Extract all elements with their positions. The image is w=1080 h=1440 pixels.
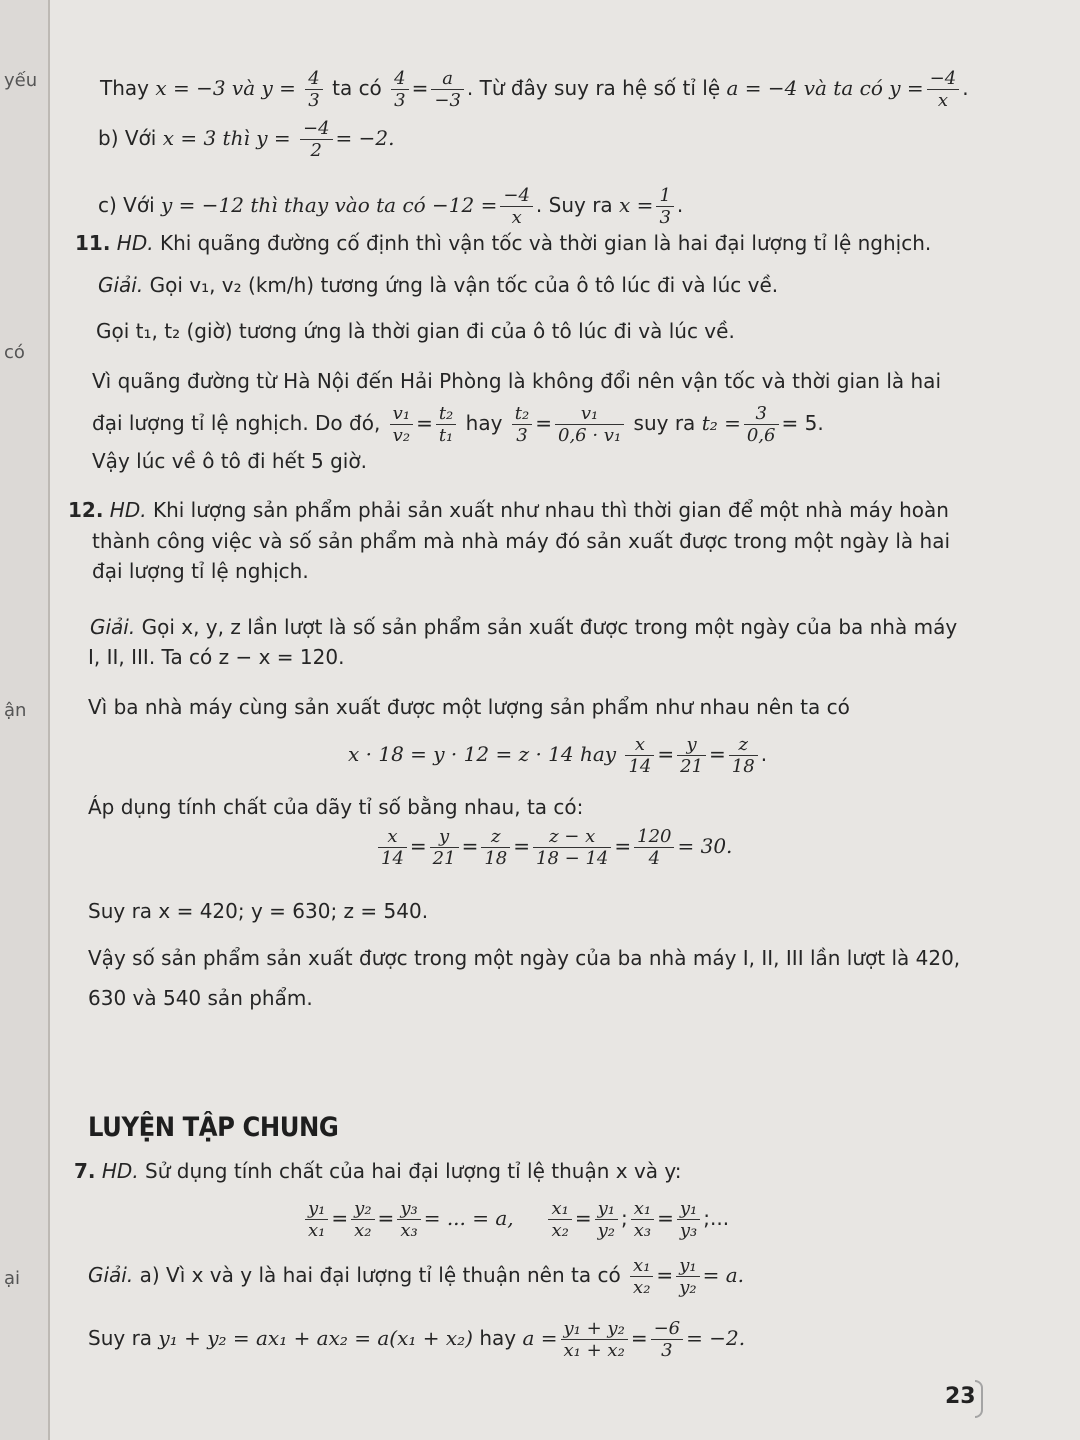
fraction: $\frac{y}{21}$: [677, 734, 706, 777]
fraction: $\frac{a}{-3}$: [431, 68, 464, 111]
fraction: $\frac{\text{y₁}}{\text{y₂}}$: [595, 1198, 618, 1241]
fraction: $\frac{\text{y₁}}{\text{y₃}}$: [677, 1198, 700, 1241]
page-number: 23: [945, 1384, 976, 1409]
problem-11-line: Vậy lúc về ô tô đi hết 5 giờ.: [92, 449, 367, 473]
fraction: $\frac{z}{18}$: [481, 826, 510, 869]
fraction: $\frac{\text{x₁}}{\text{x₂}}$: [548, 1198, 571, 1241]
problem-12-line: Vì ba nhà máy cùng sản xuất được một lượng sản phẩm như nhau nên ta có: [88, 695, 850, 719]
fraction: $\frac{\text{x₁}}{\text{x₂}}$: [630, 1255, 653, 1298]
fraction: $\frac{\text{t₂}}{\text{t₁}}$: [436, 403, 456, 446]
fraction: $\frac{120}{4}$: [634, 826, 674, 869]
fraction: $\frac{\text{y₃}}{\text{x₃}}$: [397, 1198, 420, 1241]
margin-note: ận: [4, 700, 27, 721]
fraction: $\frac{-4}{2}$: [300, 118, 333, 161]
fraction: $\frac{\text{v₁}}{\text{v₂}}$: [390, 403, 413, 446]
page-number-bracket: [975, 1380, 983, 1418]
fraction: $\frac{3}{0,6}$: [744, 403, 779, 446]
problem-12-line: Áp dụng tính chất của dãy tỉ số bằng nhau, ta có:: [88, 795, 584, 819]
problem-11-line: Giải. Gọi v₁, v₂ (km/h) tương ứng là vận tốc của ô tô lúc đi và lúc về.: [98, 273, 779, 297]
fraction: $\frac{-6}{3}$: [651, 1318, 684, 1361]
fraction: $\frac{x}{14}$: [378, 826, 407, 869]
line-c: c) Với y = −12 thì thay vào ta có −12 = $\frac{-4}{x}$ . Suy ra x = $\frac{1}{3}$ .: [98, 185, 684, 228]
fraction: $\frac{4}{3}$: [305, 68, 322, 111]
problem-12-line: I, II, III. Ta có z − x = 120.: [88, 645, 345, 669]
problem-12-line: đại lượng tỉ lệ nghịch.: [92, 559, 309, 583]
fraction: $\frac{\text{y₁}}{\text{y₂}}$: [676, 1255, 699, 1298]
problem-7-line: Giải. a) Vì x và y là hai đại lượng tỉ lệ thuận nên ta có $\frac{\text{x₁}}{\text{x₂}}$ = $\frac{\text{y₁}}{\text{y₂}}$ = a.: [88, 1255, 744, 1298]
fraction: $\frac{\text{v₁}}{\text{0,6 · v₁}}$: [555, 403, 624, 446]
fraction: $\frac{z - x}{18 - 14}$: [533, 826, 611, 869]
problem-12-line: Suy ra x = 420; y = 630; z = 540.: [88, 899, 429, 923]
fraction: $\frac{\text{y₂}}{\text{x₂}}$: [351, 1198, 374, 1241]
fraction: $\frac{z}{18}$: [729, 734, 758, 777]
fraction: $\frac{\text{x₁}}{\text{x₃}}$: [631, 1198, 654, 1241]
problem-11-line: Vì quãng đường từ Hà Nội đến Hải Phòng là không đổi nên vận tốc và thời gian là hai: [92, 369, 941, 393]
left-margin-strip: [0, 0, 50, 1440]
margin-note: yếu: [4, 70, 38, 91]
problem-12-heading: 12. HD. Khi lượng sản phẩm phải sản xuất như nhau thì thời gian để một nhà máy hoàn: [68, 498, 949, 522]
line-b: b) Với x = 3 thì y = $\frac{-4}{2}$ = −2.: [98, 118, 395, 161]
margin-note: có: [4, 342, 25, 363]
fraction: $\frac{\text{t₂}}{3}$: [512, 403, 532, 446]
margin-note: ại: [4, 1268, 21, 1289]
fraction: $\frac{\text{y₁ + y₂}}{\text{x₁ + x₂}}$: [561, 1318, 628, 1361]
problem-11-line: Gọi t₁, t₂ (giờ) tương ứng là thời gian đi của ô tô lúc đi và lúc về.: [96, 319, 735, 343]
equation: $\frac{x}{14}$ = $\frac{y}{21}$ = $\frac{z}{18}$ = $\frac{z - x}{18 - 14}$ = $\frac{120}{4}$ = 30.: [375, 826, 732, 869]
fraction: $\frac{-4}{x}$: [927, 68, 960, 111]
problem-12-line: 630 và 540 sản phẩm.: [88, 986, 313, 1010]
fraction: $\frac{x}{14}$: [625, 734, 654, 777]
fraction: $\frac{y}{21}$: [430, 826, 459, 869]
equation: x · 18 = y · 12 = z · 14 hay $\frac{x}{14}$ = $\frac{y}{21}$ = $\frac{z}{18}$ .: [348, 734, 768, 777]
problem-12-line: thành công việc và số sản phẩm mà nhà máy đó sản xuất được trong một ngày là hai: [92, 529, 951, 553]
equation: $\frac{\text{y₁}}{\text{x₁}}$ = $\frac{\text{y₂}}{\text{x₂}}$ = $\frac{\text{y₃}}{\text{x₃}}$ = ... = a, $\frac{\text{x₁}}{\text{x₂}}$ = $\frac{\text{y₁}}{\text{y₂}}$ ; $\frac{\text{x₁}}{\text{x₃}}$ = $\frac{\text{y₁}}{\text{y₃}}$ ;...: [302, 1198, 729, 1241]
section-heading: LUYỆN TẬP CHUNG: [88, 1112, 339, 1143]
problem-11-heading: 11. HD. Khi quãng đường cố định thì vận tốc và thời gian là hai đại lượng tỉ lệ nghịch.: [75, 231, 932, 255]
document-page: [50, 0, 1080, 1440]
fraction: $\frac{-4}{x}$: [500, 185, 533, 228]
line-thay: Thay x = −3 và y = $\frac{4}{3}$ ta có $\frac{4}{3}$ = $\frac{a}{-3}$ . Từ đây suy ra hệ số tỉ lệ a = −4 và ta có y = $\frac{-4}{x}$ .: [100, 68, 969, 111]
fraction: $\frac{\text{y₁}}{\text{x₁}}$: [305, 1198, 328, 1241]
fraction: $\frac{4}{3}$: [391, 68, 408, 111]
problem-11-line: đại lượng tỉ lệ nghịch. Do đó, $\frac{\text{v₁}}{\text{v₂}}$ = $\frac{\text{t₂}}{\text{t₁}}$ hay $\frac{\text{t₂}}{3}$ = $\frac{\text{v₁}}{\text{0,6 · v₁}}$ suy ra t₂ = $\frac{3}{0,6}$ = 5.: [92, 403, 824, 446]
fraction: $\frac{1}{3}$: [656, 185, 673, 228]
problem-12-line: Giải. Gọi x, y, z lần lượt là số sản phẩm sản xuất được trong một ngày của ba nhà máy: [90, 615, 958, 639]
problem-7-heading: 7. HD. Sử dụng tính chất của hai đại lượng tỉ lệ thuận x và y:: [74, 1159, 682, 1183]
problem-7-line: Suy ra y₁ + y₂ = ax₁ + ax₂ = a(x₁ + x₂) hay a = $\frac{\text{y₁ + y₂}}{\text{x₁ + x₂}}$ = $\frac{-6}{3}$ = −2.: [88, 1318, 746, 1361]
problem-12-line: Vậy số sản phẩm sản xuất được trong một ngày của ba nhà máy I, II, III lần lượt là 420,: [88, 946, 961, 970]
